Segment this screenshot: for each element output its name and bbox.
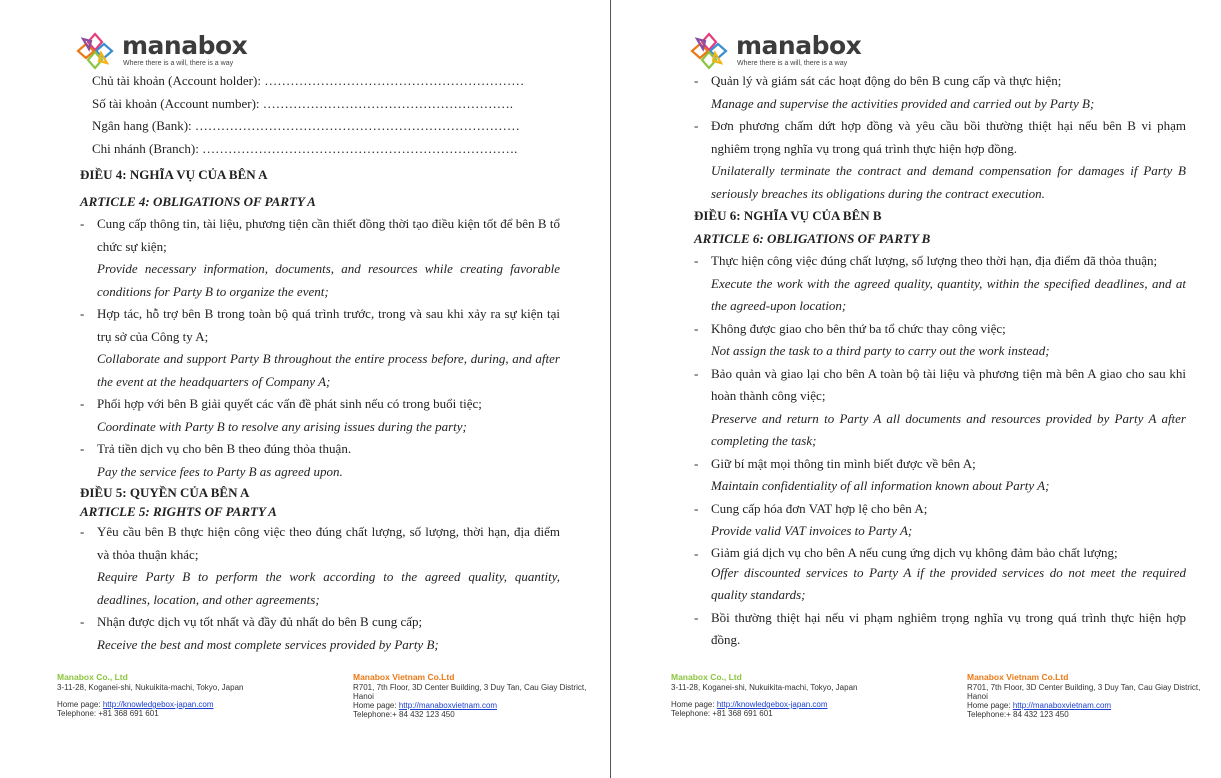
manabox-flower-icon (688, 30, 730, 72)
footer-telephone: Telephone:+ 84 432 123 450 (967, 710, 1069, 719)
list-item: - Quản lý và giám sát các hoạt động do bên B cung cấp và thực hiện; Manage and supervise the activities provided and carried out by Party B; (694, 70, 1186, 115)
document-page-right (611, 0, 1221, 778)
obligation-vn: Cung cấp thông tin, tài liệu, phương tiện cần thiết đồng thời tạo điều kiện tốt để bên B tổ chức sự kiện; (97, 216, 560, 254)
footer-vietnam-office (967, 673, 1217, 719)
obligation-vn: Không được giao cho bên thứ ba tổ chức thay công việc; (711, 320, 1006, 336)
list-item: - Cung cấp thông tin, tài liệu, phương tiện cần thiết đồng thời tạo điều kiện tốt để bên B tổ chức sự kiện; Provide necessary information, documents, and resources while creating favorable conditions for Party B to organize the event; (80, 213, 560, 303)
list-item: - Giữ bí mật mọi thông tin mình biết được về bên A; Maintain confidentiality of all information known about Party A; (694, 453, 1186, 498)
obligation-en: Pay the service fees to Party B as agreed upon. (97, 463, 343, 479)
right-en: Require Party B to perform the work according to the agreed quality, quantity, deadlines, location, and other agreements; (97, 569, 560, 607)
list-item: - Bảo quản và giao lại cho bên A toàn bộ tài liệu và phương tiện mà bên A giao cho sau khi hoàn thành công việc; Preserve and return to Party A all documents and resources provided by Party A after completing the task; (694, 363, 1186, 453)
right-vn: Yêu cầu bên B thực hiện công việc theo đúng chất lượng, số lượng, thời hạn, địa điểm và thỏa thuận khác; (97, 524, 560, 562)
right-vn: Quản lý và giám sát các hoạt động do bên B cung cấp và thực hiện; (711, 73, 1062, 88)
obligation-en: Provide valid VAT invoices to Party A; (711, 523, 913, 538)
list-item: - Phối hợp với bên B giải quyết các vấn đề phát sinh nếu có trong buổi tiệc; Coordinate with Party B to resolve any arising issues during the party; (80, 393, 560, 438)
list-item: - Bồi thường thiệt hại nếu vi phạm nghiêm trọng nghĩa vụ trong quá trình thực hiện hợp đồng. (694, 607, 1186, 652)
list-item: - Đơn phương chấm dứt hợp đồng và yêu cầu bồi thường thiệt hại nếu bên B vi phạm nghiêm trọng nghĩa vụ trong quá trình thực hiện hợp đồng. Unilaterally terminate the contract and demand compensation for damages if Party B seriously breaches its obligations during the contract execution. (694, 115, 1186, 205)
manabox-logo (688, 30, 861, 72)
footer-address: 3-11-28, Koganei-shi, Nukuikita-machi, Tokyo, Japan (671, 683, 858, 692)
obligation-vn: Trả tiền dịch vụ cho bên B theo đúng thỏa thuận. (97, 441, 352, 456)
obligation-en: Not assign the task to a third party to carry out the work instead; (711, 343, 1050, 358)
logo-tagline: Where there is a will, there is a way (123, 60, 234, 67)
footer-homepage-link[interactable]: http://knowledgebox-japan.com (716, 700, 828, 709)
footer-homepage-label: Home page: (671, 700, 717, 709)
logo-wordmark: manabox (736, 31, 862, 60)
obligation-vn: Phối hợp với bên B giải quyết các vấn đề phát sinh nếu có trong buổi tiệc; (97, 396, 482, 411)
list-item: - Trả tiền dịch vụ cho bên B theo đúng thỏa thuận. Pay the service fees to Party B as agreed upon. (80, 438, 560, 483)
footer-telephone: Telephone: +81 368 691 601 (671, 709, 773, 718)
obligation-vn: Giảm giá dịch vụ cho bên A nếu cung ứng dịch vụ không đảm bảo chất lượng; (711, 544, 1118, 560)
article-6-heading-vn: ĐIỀU 6: NGHĨA VỤ CỦA BÊN B (694, 208, 882, 223)
footer-vietnam-office (353, 673, 603, 719)
obligation-vn: Bảo quản và giao lại cho bên A toàn bộ tài liệu và phương tiện mà bên A giao cho sau khi hoàn thành công việc; (711, 365, 1186, 403)
footer-telephone: Telephone:+ 84 432 123 450 (353, 710, 455, 719)
right-vn: Đơn phương chấm dứt hợp đồng và yêu cầu bồi thường thiệt hại nếu bên B vi phạm nghiêm trọng nghĩa vụ trong quá trình thực hiện hợp đồng. (711, 118, 1186, 156)
right-en: Receive the best and most complete services provided by Party B; (97, 636, 439, 652)
footer-company-name: Manabox Vietnam Co.Ltd (353, 672, 455, 682)
footer-homepage-link[interactable]: http://manaboxvietnam.com (1012, 701, 1112, 710)
obligation-en: Offer discounted services to Party A if the provided services do not meet the required quality standards; (711, 564, 1186, 602)
obligation-en: Provide necessary information, documents, and resources while creating favorable conditions for Party B to organize the event; (97, 261, 560, 299)
article-4-heading-vn: ĐIỀU 4: NGHĨA VỤ CỦA BÊN A (80, 167, 268, 182)
footer-homepage-link[interactable]: http://manaboxvietnam.com (398, 701, 498, 710)
footer-homepage-label: Home page: (967, 701, 1013, 710)
article-5-title-en: ARTICLE 5: RIGHTS OF PARTY A (80, 504, 277, 519)
footer-address: R701, 7th Floor, 3D Center Building, 3 Duy Tan, Cau Giay District, Hanoi (967, 683, 1201, 701)
manabox-flower-icon (74, 30, 116, 72)
obligation-vn: Cung cấp hóa đơn VAT hợp lệ cho bên A; (711, 500, 928, 516)
list-item: - Yêu cầu bên B thực hiện công việc theo đúng chất lượng, số lượng, thời hạn, địa điểm và thỏa thuận khác; Require Party B to perform the work according to the agreed quality, quantity, deadlines, location, and other agreements; (80, 521, 560, 611)
article-4-title-en: ARTICLE 4: OBLIGATIONS OF PARTY A (80, 193, 316, 209)
account-number-field: Số tài khoản (Account number): …………………………………………………. (92, 95, 514, 111)
obligation-en: Collaborate and support Party B throughout the entire process before, during, and after the event at the headquarters of Company A; (97, 351, 560, 389)
footer-homepage-link[interactable]: http://knowledgebox-japan.com (102, 700, 214, 709)
page-left-content (80, 70, 560, 656)
list-item: - Thực hiện công việc đúng chất lượng, số lượng theo thời hạn, địa điểm đã thỏa thuận; Execute the work with the agreed quality, quantity, within the specified deadlines, and at the agreed-upon location; (694, 250, 1186, 318)
page-right-content (694, 70, 1186, 652)
list-item: - Không được giao cho bên thứ ba tổ chức thay công việc; Not assign the task to a third party to carry out the work instead; (694, 318, 1186, 363)
obligation-en: Coordinate with Party B to resolve any arising issues during the party; (97, 418, 467, 434)
footer-company-name: Manabox Vietnam Co.Ltd (967, 672, 1069, 682)
footer-homepage-label: Home page: (57, 700, 103, 709)
article-6-title-en: ARTICLE 6: OBLIGATIONS OF PARTY B (694, 230, 931, 246)
obligation-en: Execute the work with the agreed quality, quantity, within the specified deadlines, and at the agreed-upon location; (711, 275, 1186, 313)
list-item: - Nhận được dịch vụ tốt nhất và đầy đủ nhất do bên B cung cấp; Receive the best and most complete services provided by Party B; (80, 611, 560, 656)
obligation-en: Preserve and return to Party A all documents and resources provided by Party A after completing the task; (711, 410, 1186, 448)
list-item: - Giảm giá dịch vụ cho bên A nếu cung ứng dịch vụ không đảm bảo chất lượng; Offer discounted services to Party A if the provided services do not meet the required quality standards; (694, 543, 1186, 607)
obligation-vn: Giữ bí mật mọi thông tin mình biết được về bên A; (711, 455, 976, 471)
right-en: Manage and supervise the activities provided and carried out by Party B; (711, 95, 1095, 111)
obligation-en: Maintain confidentiality of all information known about Party A; (711, 478, 1050, 493)
footer-address: R701, 7th Floor, 3D Center Building, 3 Duy Tan, Cau Giay District, Hanoi (353, 683, 587, 701)
footer-telephone: Telephone: +81 368 691 601 (57, 709, 159, 718)
footer-japan-office (57, 673, 307, 718)
article-5-heading-vn: ĐIỀU 5: QUYỀN CỦA BÊN A (80, 485, 250, 500)
footer-address: 3-11-28, Koganei-shi, Nukuikita-machi, Tokyo, Japan (57, 683, 244, 692)
branch-field: Chi nhánh (Branch): ………………………………………………………………. (92, 140, 518, 156)
obligation-vn: Thực hiện công việc đúng chất lượng, số lượng theo thời hạn, địa điểm đã thỏa thuận; (711, 253, 1158, 268)
logo-wordmark: manabox (122, 31, 248, 60)
right-vn: Nhận được dịch vụ tốt nhất và đầy đủ nhất do bên B cung cấp; (97, 614, 423, 629)
right-en: Unilaterally terminate the contract and demand compensation for damages if Party B seriously breaches its obligations during the contract execution. (711, 163, 1186, 201)
list-item: - Hợp tác, hỗ trợ bên B trong toàn bộ quá trình trước, trong và sau khi xảy ra sự kiện tại trụ sở của Công ty A; Collaborate and support Party B throughout the entire process before, during, and after the event at the headquarters of Company A; (80, 303, 560, 393)
account-holder-field: Chủ tài khoản (Account holder): …………………………………………………… (92, 73, 525, 88)
list-item: - Cung cấp hóa đơn VAT hợp lệ cho bên A; Provide valid VAT invoices to Party A; (694, 498, 1186, 543)
bank-field: Ngân hang (Bank): ………………………………………………………………… (92, 118, 520, 133)
logo-tagline: Where there is a will, there is a way (737, 60, 848, 67)
footer-company-name: Manabox Co., Ltd (57, 672, 128, 682)
manabox-logo (74, 30, 247, 72)
obligation-vn: Hợp tác, hỗ trợ bên B trong toàn bộ quá trình trước, trong và sau khi xảy ra sự kiện tại trụ sở của Công ty A; (97, 306, 560, 344)
obligation-vn: Bồi thường thiệt hại nếu vi phạm nghiêm trọng nghĩa vụ trong quá trình thực hiện hợp đồng. (711, 609, 1186, 647)
footer-homepage-label: Home page: (353, 701, 399, 710)
footer-japan-office (671, 673, 921, 718)
footer-company-name: Manabox Co., Ltd (671, 672, 742, 682)
